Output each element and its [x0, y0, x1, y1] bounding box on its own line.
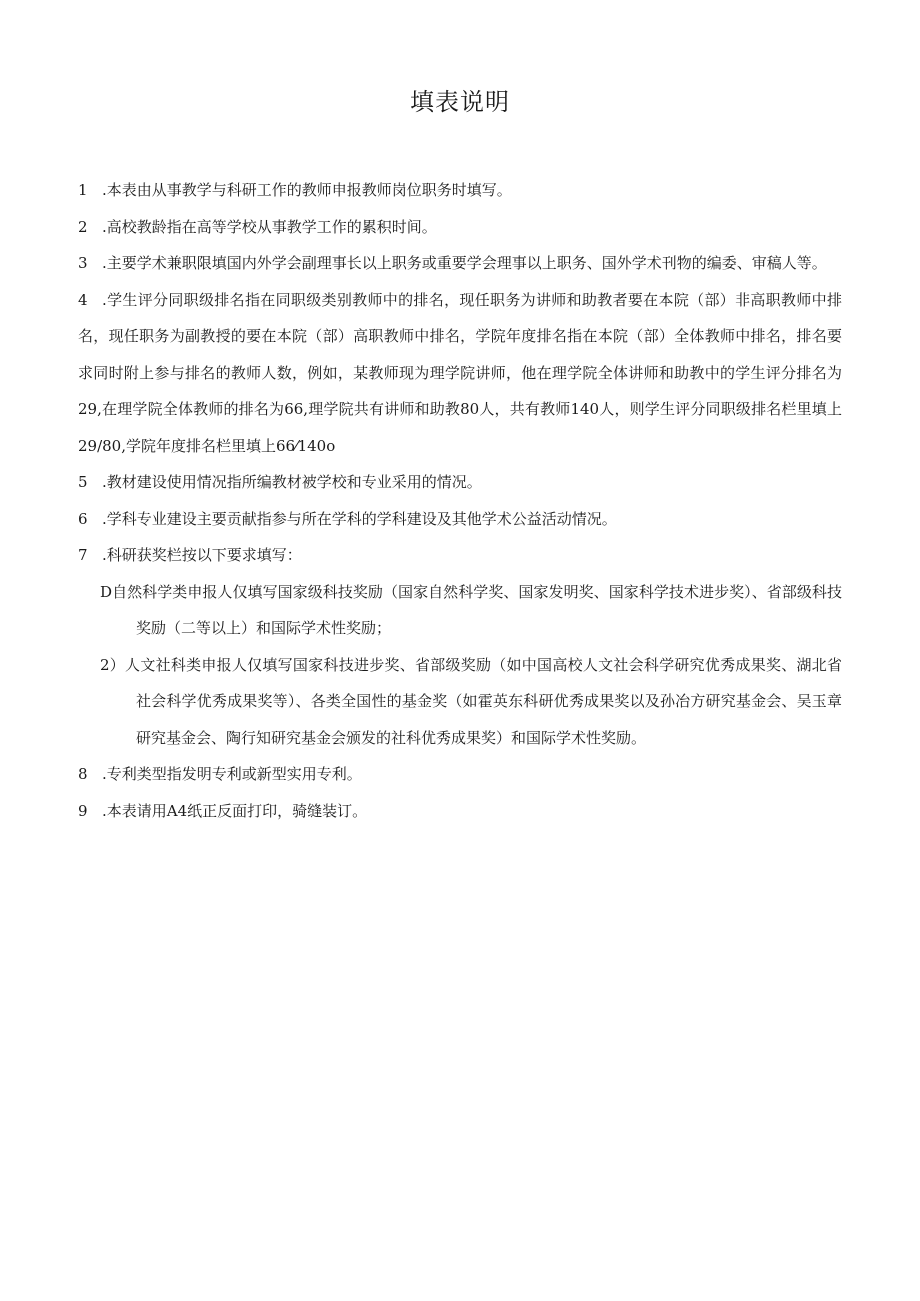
item-number: 5: [78, 473, 88, 491]
instruction-item-1: [78, 172, 842, 209]
item-text: .主要学术兼职限填国内外学会副理事长以上职务或重要学会理事以上职务、国外学术刊物的编委、审稿人等。: [102, 254, 827, 272]
item-number: 2: [78, 217, 88, 236]
instruction-item-5: [78, 464, 842, 501]
item-text: .科研获奖栏按以下要求填写：: [102, 546, 302, 564]
instruction-item-6: [78, 501, 842, 538]
item-text: .本表请用A4纸正反面打印，骑缝装订。: [102, 801, 368, 820]
instruction-item-2: [78, 209, 842, 246]
item-number: 3: [78, 254, 88, 272]
item-text: .高校教龄指在高等学校从事教学工作的累积时间。: [102, 217, 437, 236]
instruction-item-7: [78, 537, 842, 574]
item-number: 7: [78, 546, 88, 564]
item-text: .本表由从事教学与科研工作的教师申报教师岗位职务时填写。: [102, 181, 512, 199]
item-number: 9: [78, 801, 88, 820]
sub-item-natural-science: D自然科学类申报人仅填写国家级科技奖励（国家自然科学奖、国家发明奖、国家科学技术进步奖）、省部级科技奖励（二等以上）和国际学术性奖励；: [100, 582, 842, 637]
item-number: 1: [78, 181, 88, 199]
instruction-item-8: [78, 756, 842, 793]
item-text: .学生评分同职级排名指在同职级类别教师中的排名，现任职务为讲师和助教者要在本院（部）非高职教师中排名，现任职务为副教授的要在本院（部）高职教师中排名，学院年度排名指在本院（部）全体教师中排名，排名要求同时附上参与排名的教师人数，例如，某教师现为理学院讲师，他在理学院全体讲师和助教中的学生评分排名为29,在理学院全体教师的排名为66,理学院共有讲师和助教80人，共有教师140人，则学生评分同职级排名栏里填上29/80,学院年度排名栏里填上66⁄140o: [78, 290, 842, 455]
instructions-body: [78, 172, 842, 829]
item-number: 4: [78, 290, 88, 309]
sub-item-humanities: 2）人文社科类申报人仅填写国家科技进步奖、省部级奖励（如中国高校人文社会科学研究优秀成果奖、湖北省社会科学优秀成果奖等）、各类全国性的基金奖（如霍英东科研优秀成果奖以及孙冶方研究基金会、吴玉章研究基金会、陶行知研究基金会颁发的社科优秀成果奖）和国际学术性奖励。: [100, 655, 842, 747]
item-text: .专利类型指发明专利或新型实用专利。: [102, 765, 362, 783]
item-text: .学科专业建设主要贡献指参与所在学科的学科建设及其他学术公益活动情况。: [102, 509, 617, 528]
item-number: 8: [78, 765, 88, 783]
page-title: 填表说明: [410, 88, 510, 116]
instruction-item-4: [78, 282, 842, 465]
instruction-item-3: [78, 245, 842, 282]
instruction-item-9: [78, 793, 842, 830]
item-text: .教材建设使用情况指所编教材被学校和专业采用的情况。: [102, 473, 482, 491]
item-number: 6: [78, 509, 88, 528]
